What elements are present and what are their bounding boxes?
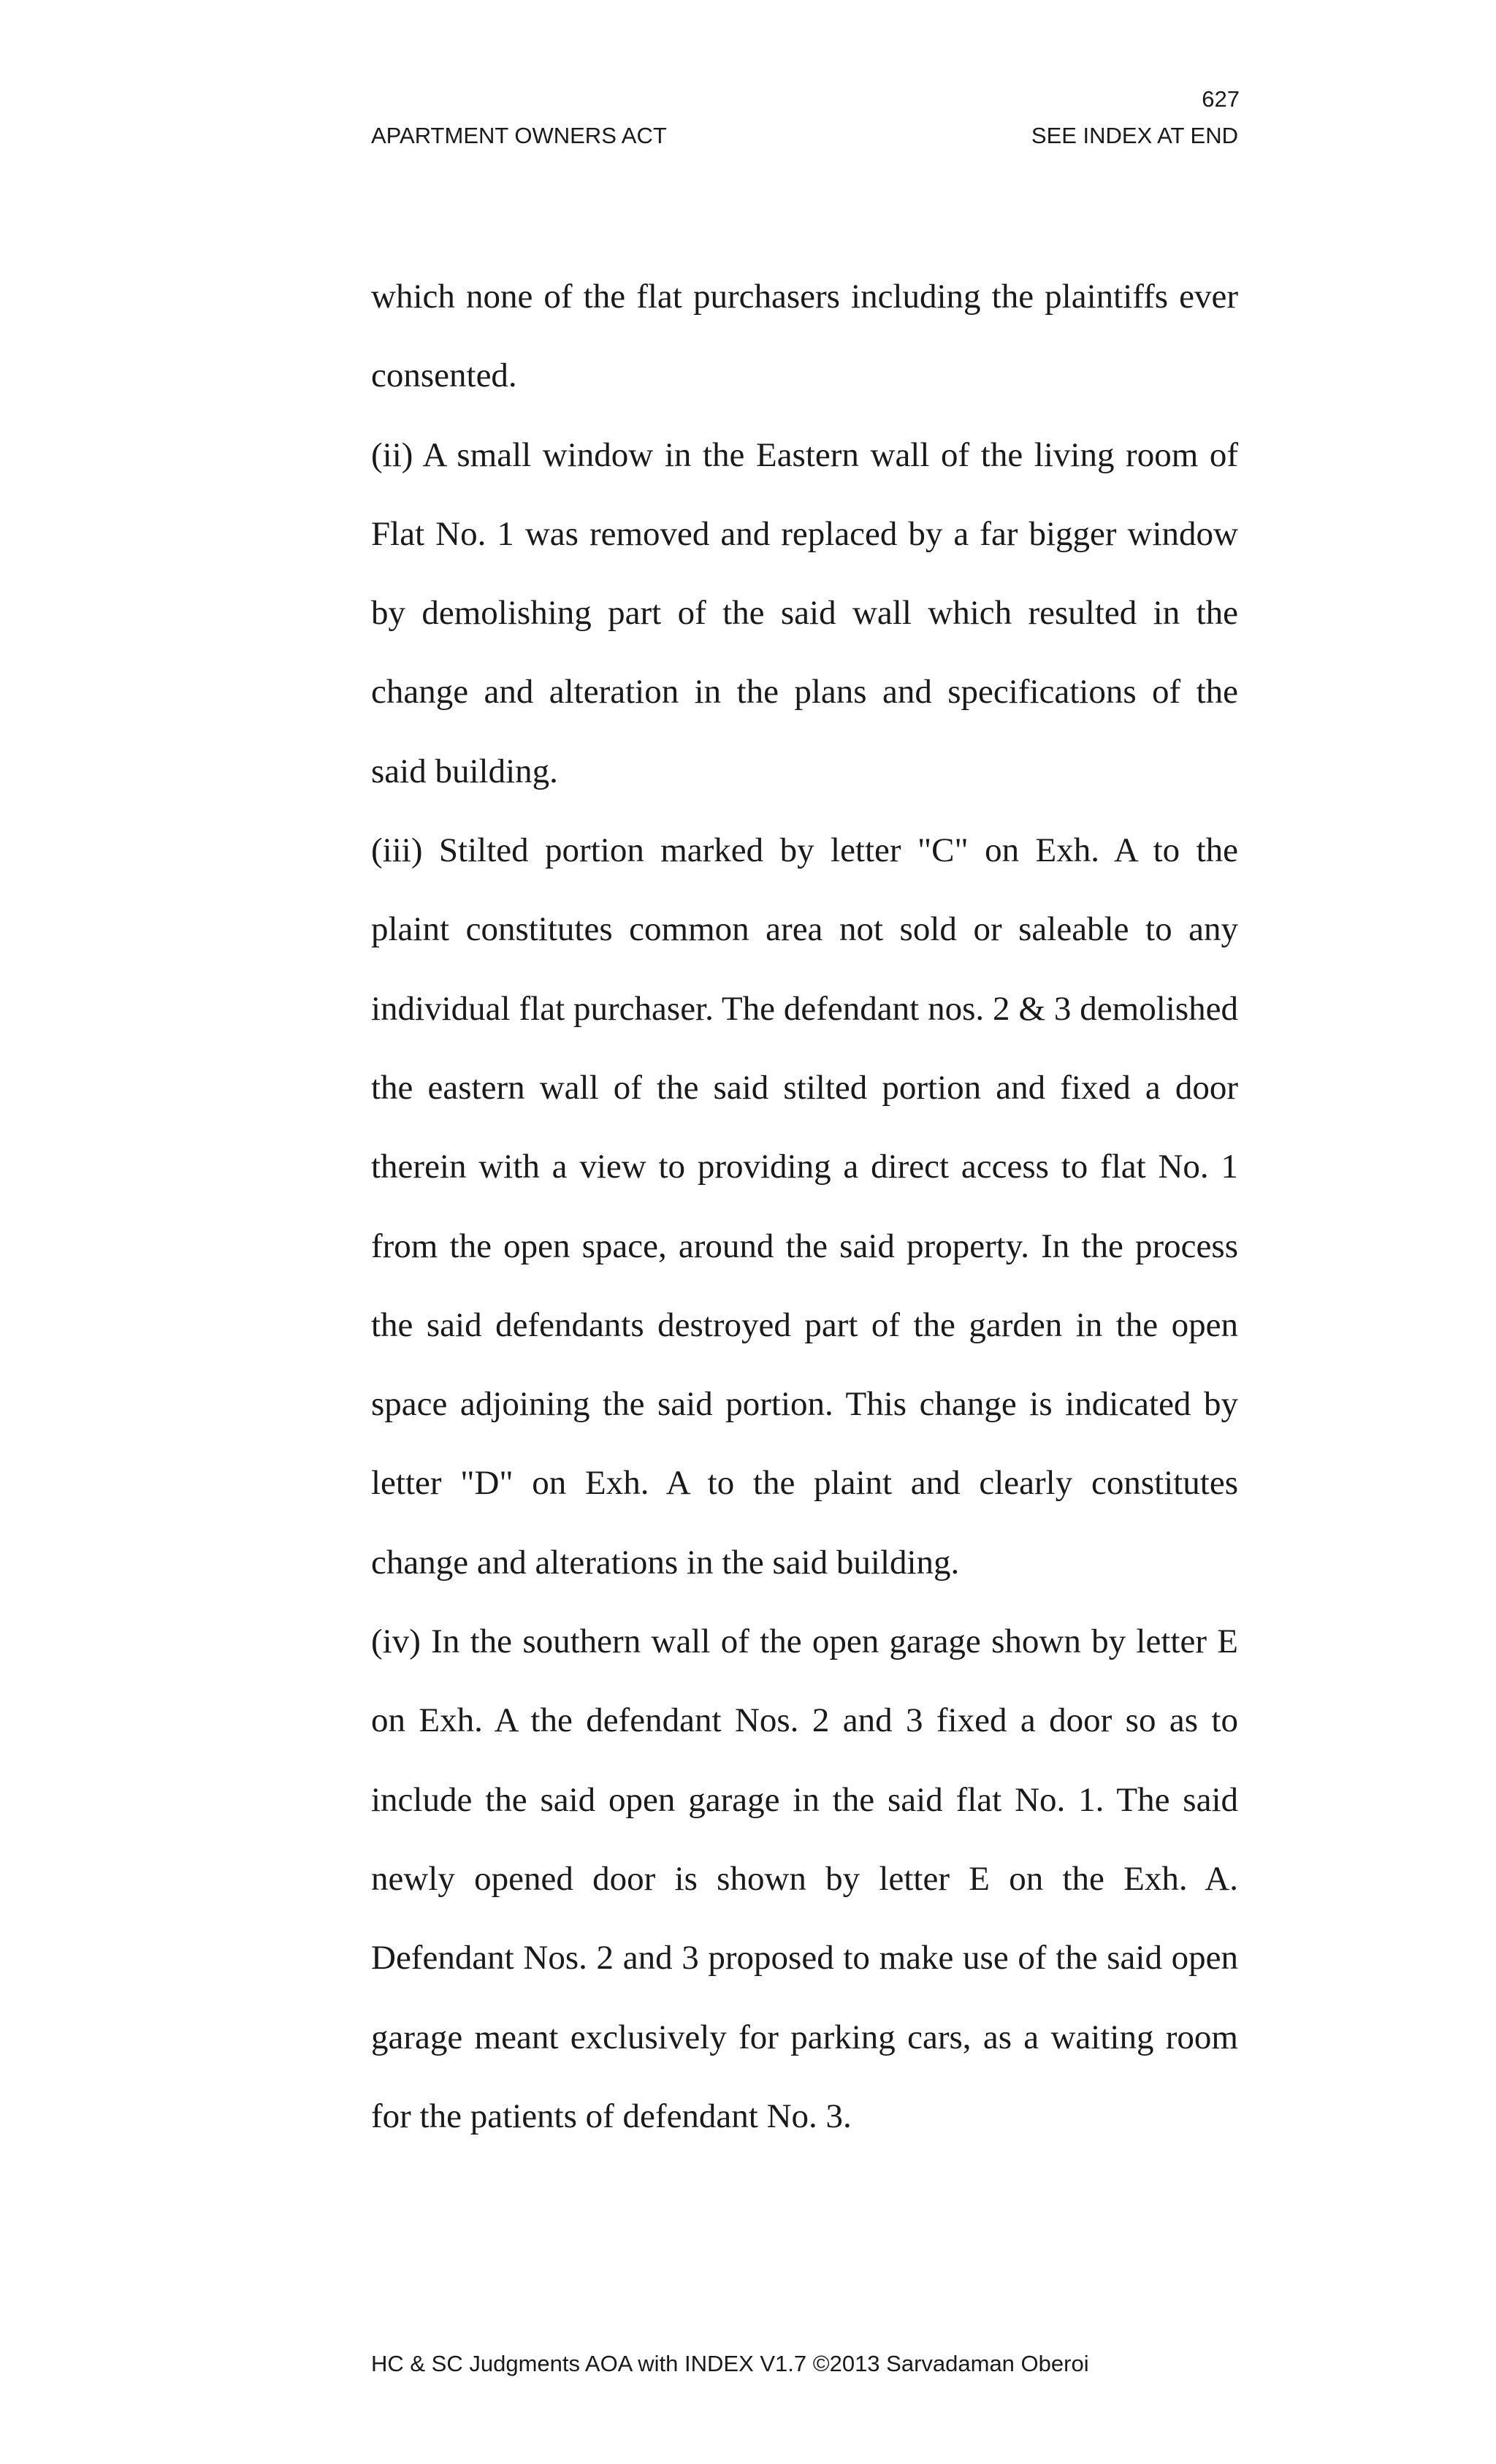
paragraph-item-iv: (iv) In the southern wall of the open garage shown by letter E on Exh. A the defendant Nos. 2 and 3 fixed a door so as to include the said open garage in the said flat No. 1. The said newly opened door is shown by letter E on the Exh. A. Defendant Nos. 2 and 3 proposed to make use of the said open garage meant exclusively for parking cars, as a waiting room for the patients of defendant No. 3. — [371, 1622, 1238, 2135]
paragraph-item-iii: (iii) Stilted portion marked by letter "C" on Exh. A to the plaint constitutes common area not sold or saleable to any individual flat purchaser. The defendant nos. 2 & 3 demolished the eastern wall of the said stilted portion and fixed a door therein with a view to providing a direct access to flat No. 1 from the open space, around the said property. In the process the said defendants destroyed part of the garden in the open space adjoining the said portion. This change is indicated by letter "D" on Exh. A to the plaint and clearly constitutes change and alterations in the said building. — [371, 831, 1238, 1582]
page-number: 627 — [1202, 86, 1240, 112]
document-body — [371, 257, 1238, 2156]
running-header — [371, 124, 1238, 147]
header-left-title: APARTMENT OWNERS ACT — [371, 123, 667, 148]
page-footer: HC & SC Judgments AOA with INDEX V1.7 ©2013 Sarvadaman Oberoi — [371, 2351, 1089, 2376]
header-right-note: SEE INDEX AT END — [1031, 123, 1238, 148]
paragraph-continuation: which none of the flat purchasers including the plaintiffs ever consented. — [371, 278, 1238, 395]
paragraph-item-ii: (ii) A small window in the Eastern wall of the living room of Flat No. 1 was removed and replaced by a far bigger window by demolishing part of the said wall which resulted in the change and alteration in the plans and specifications of the said building. — [371, 435, 1238, 790]
